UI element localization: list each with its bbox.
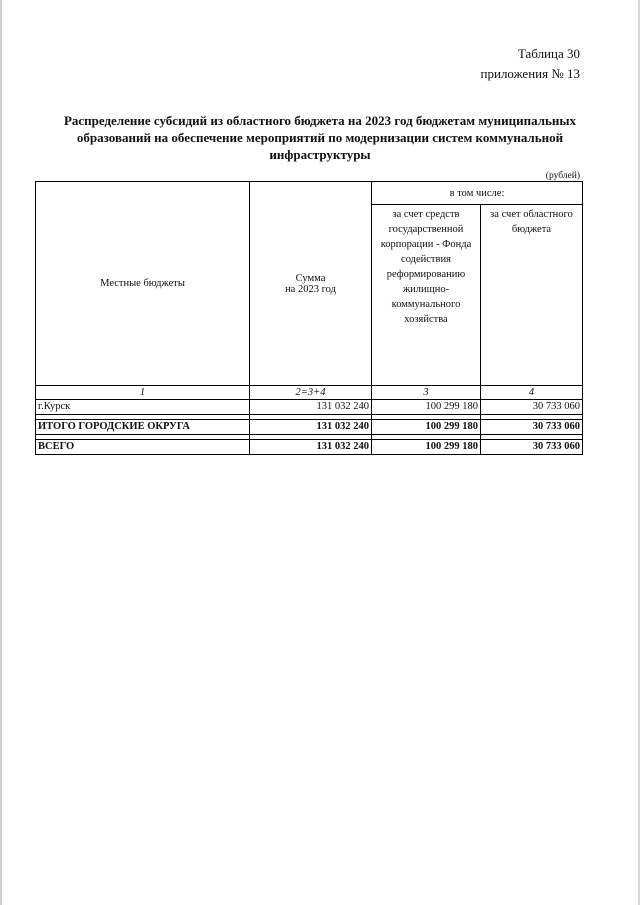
row-sum: 131 032 240 — [250, 440, 372, 455]
col-header-fund: за счет средств государственной корпорации - Фонда содействия реформированию жилищно-коммунального хозяйства — [372, 205, 481, 386]
col-header-local-budgets: Местные бюджеты — [36, 182, 250, 386]
row-regional: 30 733 060 — [481, 420, 583, 435]
row-fund: 100 299 180 — [372, 400, 481, 415]
col-number-1: 1 — [36, 386, 250, 400]
header-reference — [481, 44, 580, 84]
column-number-row — [36, 386, 583, 400]
units-label: (рублей) — [545, 171, 580, 181]
col-header-sum-line1: Сумма — [295, 272, 326, 284]
col-number-3: 3 — [372, 386, 481, 400]
subsidy-table — [35, 181, 583, 455]
row-sum: 131 032 240 — [250, 400, 372, 415]
col-header-including: в том числе: — [372, 182, 583, 205]
table-row-city-districts-total — [36, 420, 583, 435]
row-name: ВСЕГО — [36, 440, 250, 455]
row-fund: 100 299 180 — [372, 440, 481, 455]
col-number-4: 4 — [481, 386, 583, 400]
row-name: г.Курск — [36, 400, 250, 415]
row-regional: 30 733 060 — [481, 400, 583, 415]
header-row-1 — [36, 182, 583, 205]
row-regional: 30 733 060 — [481, 440, 583, 455]
col-number-2: 2=3+4 — [250, 386, 372, 400]
row-sum: 131 032 240 — [250, 420, 372, 435]
col-header-regional: за счет областного бюджета — [481, 205, 583, 386]
col-header-sum — [250, 182, 372, 386]
table-row-grand-total — [36, 440, 583, 455]
row-fund: 100 299 180 — [372, 420, 481, 435]
document-title: Распределение субсидий из областного бюджета на 2023 год бюджетам муниципальных образований на обеспечение мероприятий по модернизации систем коммунальной инфраструктуры — [63, 113, 577, 162]
col-header-sum-line2: на 2023 год — [285, 283, 336, 295]
appendix-number: приложения № 13 — [480, 66, 580, 81]
table-row-kursk — [36, 400, 583, 415]
row-name: ИТОГО ГОРОДСКИЕ ОКРУГА — [36, 420, 250, 435]
table-number: Таблица 30 — [517, 46, 580, 61]
scan-edge-left — [0, 0, 2, 905]
